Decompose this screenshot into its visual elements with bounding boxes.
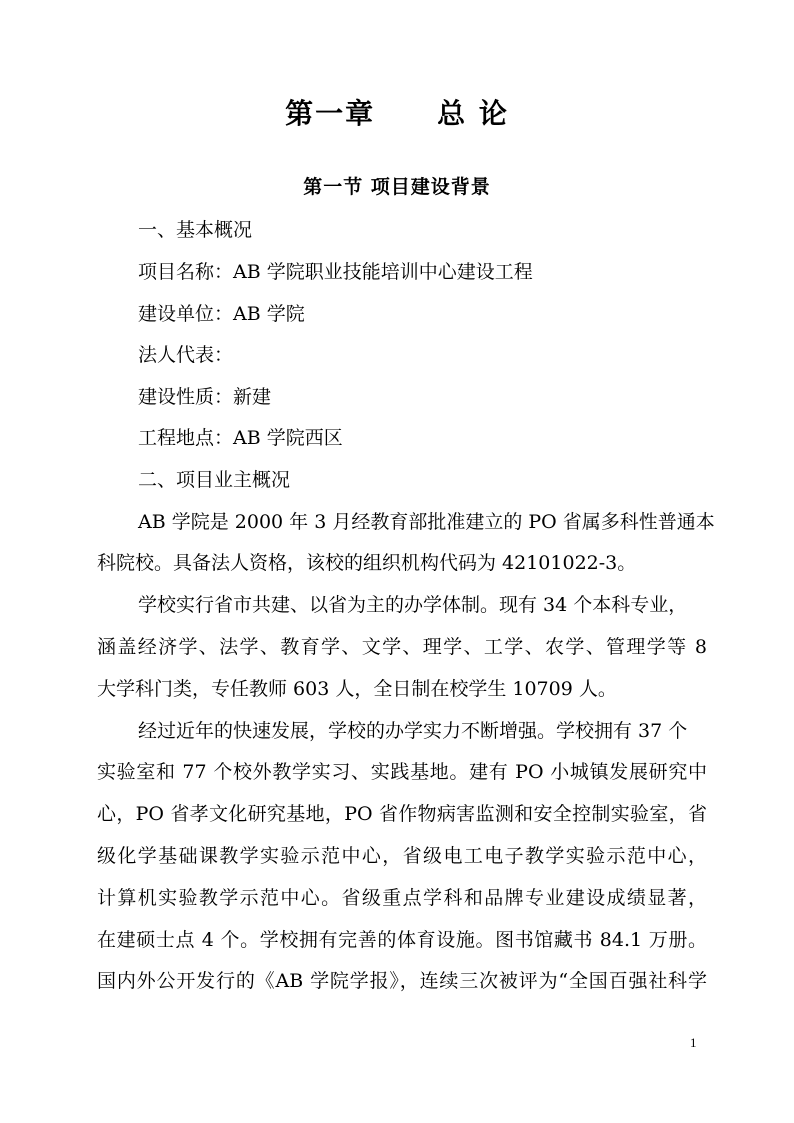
- paragraph-3-line-4: 级化学基础课教学实验示范中心，省级电工电子教学实验示范中心，: [97, 845, 707, 867]
- paragraph-1-line-1: AB 学院是 2000 年 3 月经教育部批准建立的 PO 省属多科性普通本: [138, 511, 715, 533]
- paragraph-2-line-1: 学校实行省市共建、以省为主的办学体制。现有 34 个本科专业，: [138, 594, 688, 616]
- paragraph-3-line-3: 心，PO 省孝文化研究基地，PO 省作物病害监测和安全控制实验室，省: [97, 803, 707, 825]
- chapter-title: [0, 92, 794, 132]
- paragraph-3-line-1: 经过近年的快速发展，学校的办学实力不断增强。学校拥有 37 个: [138, 720, 688, 742]
- paragraph-2-line-2: 涵盖经济学、法学、教育学、文学、理学、工学、农学、管理学等 8: [97, 636, 707, 658]
- paragraph-3-line-5: 计算机实验教学示范中心。省级重点学科和品牌专业建设成绩显著，: [97, 887, 707, 909]
- paragraph-3-line-6: 在建硕士点 4 个。学校拥有完善的体育设施。图书馆藏书 84.1 万册。: [97, 929, 707, 951]
- chapter-number: 第一章: [285, 97, 376, 130]
- basic-overview-heading: 一、基本概况: [138, 219, 253, 241]
- owner-overview-heading: 二、项目业主概况: [138, 469, 291, 491]
- section-title: 第一节 项目建设背景: [303, 176, 491, 198]
- construction-unit-line: 建设单位：AB 学院: [138, 303, 305, 325]
- paragraph-3-line-2: 实验室和 77 个校外教学实习、实践基地。建有 PO 小城镇发展研究中: [97, 761, 707, 783]
- paragraph-3-line-7: 国内外公开发行的《AB 学院学报》，连续三次被评为“全国百强社科学: [97, 970, 707, 992]
- project-name-line: 项目名称：AB 学院职业技能培训中心建设工程: [138, 261, 533, 283]
- project-site-line: 工程地点：AB 学院西区: [138, 427, 343, 449]
- paragraph-2-line-3: 大学科门类，专任教师 603 人，全日制在校学生 10709 人。: [97, 678, 617, 700]
- legal-representative-line: 法人代表：: [138, 344, 234, 366]
- construction-nature-line: 建设性质：新建: [138, 386, 272, 408]
- paragraph-1-line-2: 科院校。具备法人资格，该校的组织机构代码为 42101022-3。: [97, 552, 637, 574]
- chapter-name: 总 论: [437, 97, 509, 130]
- page-number: 1: [690, 1035, 697, 1050]
